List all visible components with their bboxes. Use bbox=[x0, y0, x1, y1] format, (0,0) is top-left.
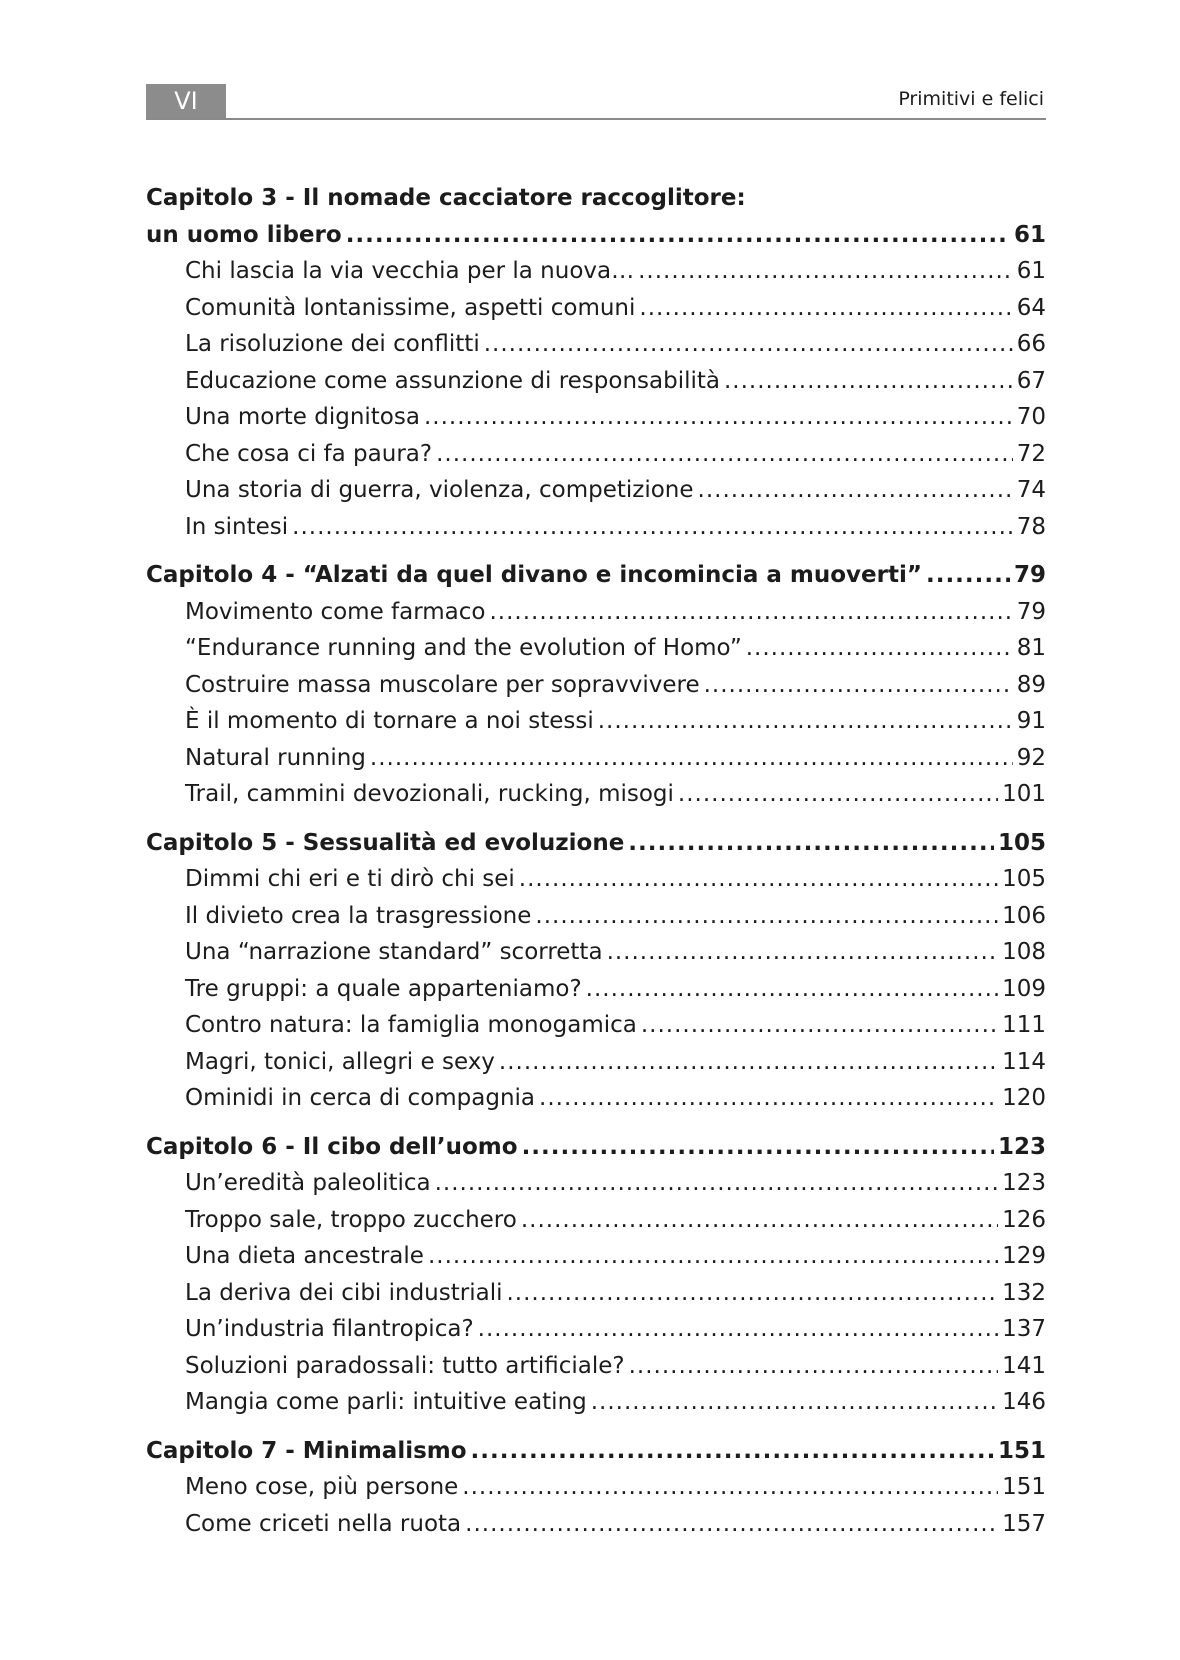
dot-leader bbox=[462, 1474, 998, 1500]
section-entry bbox=[146, 745, 1046, 782]
dot-leader bbox=[465, 1511, 998, 1537]
section-entry bbox=[146, 599, 1046, 636]
page-header bbox=[146, 84, 1046, 120]
section-entry bbox=[146, 1049, 1046, 1086]
dot-leader bbox=[926, 562, 1010, 588]
section-entry bbox=[146, 514, 1046, 551]
section-page: 132 bbox=[1002, 1279, 1046, 1306]
chapter-title: Capitolo 6 - Il cibo dell’uomo bbox=[146, 1133, 518, 1160]
section-title: Tre gruppi: a quale apparteniamo? bbox=[185, 975, 582, 1002]
toc-chapter bbox=[146, 185, 1046, 550]
dot-leader bbox=[292, 514, 1013, 540]
section-title: È il momento di tornare a noi stessi bbox=[185, 708, 594, 734]
section-title: Ominidi in cerca di compagnia bbox=[185, 1085, 536, 1111]
dot-leader bbox=[499, 1049, 998, 1075]
section-entry bbox=[146, 939, 1046, 976]
chapter-page: 105 bbox=[997, 829, 1046, 856]
chapter-title: Capitolo 7 - Minimalismo bbox=[146, 1437, 467, 1464]
chapter-entry bbox=[146, 1134, 1046, 1171]
section-page: 70 bbox=[1016, 404, 1046, 430]
section-entry bbox=[146, 708, 1046, 745]
section-page: 151 bbox=[1002, 1474, 1046, 1500]
section-title: Un’eredità paleolitica bbox=[185, 1170, 431, 1196]
section-title: Costruire massa muscolare per sopravvivere bbox=[185, 671, 700, 698]
section-page: 61 bbox=[1016, 258, 1046, 284]
chapter-page: 151 bbox=[997, 1437, 1046, 1464]
section-entry bbox=[146, 1316, 1046, 1353]
toc-chapter bbox=[146, 830, 1046, 1122]
dot-leader bbox=[698, 477, 1013, 503]
section-page: 114 bbox=[1002, 1048, 1046, 1075]
section-entry bbox=[146, 1207, 1046, 1244]
chapter-entry bbox=[146, 1438, 1046, 1475]
section-title: Un’industria filantropica? bbox=[185, 1316, 474, 1342]
dot-leader bbox=[629, 1353, 998, 1379]
dot-leader bbox=[724, 368, 1013, 394]
dot-leader bbox=[598, 708, 1013, 734]
dot-leader bbox=[507, 1280, 999, 1306]
page-number: VI bbox=[146, 84, 226, 118]
running-head: Primitivi e felici bbox=[898, 88, 1044, 110]
section-title: Una “narrazione standard” scorretta bbox=[185, 939, 603, 965]
section-title: Che cosa ci fa paura? bbox=[185, 440, 433, 467]
dot-leader bbox=[436, 441, 1013, 467]
section-page: 101 bbox=[1002, 781, 1046, 807]
section-title: Movimento come farmaco bbox=[185, 598, 486, 625]
section-page: 137 bbox=[1002, 1316, 1046, 1342]
chapter-page: 79 bbox=[1013, 562, 1046, 588]
section-entry bbox=[146, 477, 1046, 514]
section-entry bbox=[146, 441, 1046, 478]
dot-leader bbox=[704, 672, 1013, 698]
section-page: 105 bbox=[1002, 866, 1046, 892]
chapter-title: Capitolo 4 - “Alzati da quel divano e incomincia a muoverti” bbox=[146, 562, 922, 588]
section-entry bbox=[146, 1243, 1046, 1280]
section-entry bbox=[146, 331, 1046, 368]
chapter-title: un uomo libero bbox=[146, 221, 342, 248]
section-page: 66 bbox=[1016, 331, 1046, 357]
section-entry bbox=[146, 1085, 1046, 1122]
section-page: 89 bbox=[1016, 671, 1046, 698]
section-entry bbox=[146, 1012, 1046, 1049]
section-page: 109 bbox=[1002, 975, 1046, 1002]
section-entry bbox=[146, 258, 1046, 295]
section-page: 79 bbox=[1016, 598, 1046, 625]
section-title: Il divieto crea la trasgressione bbox=[185, 902, 532, 929]
section-title: Chi lascia la via vecchia per la nuova… bbox=[185, 258, 635, 284]
section-page: 108 bbox=[1002, 939, 1046, 965]
section-page: 111 bbox=[1002, 1012, 1046, 1038]
dot-leader bbox=[346, 222, 1010, 248]
section-title: Natural running bbox=[185, 744, 366, 771]
section-page: 146 bbox=[1002, 1389, 1046, 1415]
dot-leader bbox=[471, 1438, 994, 1464]
section-page: 91 bbox=[1016, 708, 1046, 734]
section-page: 92 bbox=[1016, 744, 1046, 771]
toc-chapter bbox=[146, 1134, 1046, 1426]
dot-leader bbox=[591, 1389, 998, 1415]
section-title: Mangia come parli: intuitive eating bbox=[185, 1389, 587, 1415]
chapter-entry bbox=[146, 830, 1046, 867]
section-entry bbox=[146, 1389, 1046, 1426]
section-title: Meno cose, più persone bbox=[185, 1474, 459, 1500]
section-title: Una morte dignitosa bbox=[185, 404, 420, 430]
section-entry bbox=[146, 781, 1046, 818]
dot-leader bbox=[428, 1243, 998, 1269]
section-title: Troppo sale, troppo zucchero bbox=[185, 1206, 517, 1233]
dot-leader bbox=[746, 635, 1013, 661]
chapter-page: 61 bbox=[1013, 221, 1046, 248]
section-title: Contro natura: la famiglia monogamica bbox=[185, 1012, 637, 1038]
dot-leader bbox=[424, 404, 1013, 430]
section-title: Una dieta ancestrale bbox=[185, 1243, 424, 1269]
section-title: Comunità lontanissime, aspetti comuni bbox=[185, 294, 636, 321]
dot-leader bbox=[535, 903, 998, 929]
section-page: 78 bbox=[1016, 513, 1046, 540]
dot-leader bbox=[519, 866, 998, 892]
section-page: 67 bbox=[1016, 367, 1046, 394]
section-entry bbox=[146, 866, 1046, 903]
section-title: Trail, cammini devozionali, rucking, misogi bbox=[185, 781, 674, 807]
section-page: 74 bbox=[1016, 477, 1046, 503]
dot-leader bbox=[484, 331, 1013, 357]
section-title: Magri, tonici, allegri e sexy bbox=[185, 1048, 495, 1075]
section-entry bbox=[146, 1170, 1046, 1207]
section-entry bbox=[146, 1280, 1046, 1317]
section-entry bbox=[146, 672, 1046, 709]
chapter-title: Capitolo 5 - Sessualità ed evoluzione bbox=[146, 829, 625, 856]
section-entry bbox=[146, 1353, 1046, 1390]
section-page: 123 bbox=[1002, 1170, 1046, 1196]
section-page: 120 bbox=[1002, 1085, 1046, 1111]
section-entry bbox=[146, 368, 1046, 405]
section-page: 64 bbox=[1016, 294, 1046, 321]
section-page: 126 bbox=[1002, 1206, 1046, 1233]
section-entry bbox=[146, 635, 1046, 672]
section-title: Soluzioni paradossali: tutto artificiale? bbox=[185, 1352, 625, 1379]
dot-leader bbox=[678, 781, 998, 807]
toc-chapter bbox=[146, 1438, 1046, 1548]
section-page: 141 bbox=[1002, 1352, 1046, 1379]
dot-leader bbox=[522, 1134, 994, 1160]
section-title: Una storia di guerra, violenza, competizione bbox=[185, 477, 694, 503]
dot-leader bbox=[638, 258, 1013, 284]
section-page: 106 bbox=[1002, 902, 1046, 929]
section-title: La risoluzione dei conflitti bbox=[185, 331, 480, 357]
section-title: La deriva dei cibi industriali bbox=[185, 1279, 503, 1306]
dot-leader bbox=[539, 1085, 998, 1111]
section-page: 72 bbox=[1016, 440, 1046, 467]
dot-leader bbox=[641, 1012, 998, 1038]
section-entry bbox=[146, 1511, 1046, 1548]
section-page: 157 bbox=[1002, 1510, 1046, 1537]
dot-leader bbox=[435, 1170, 998, 1196]
dot-leader bbox=[521, 1207, 998, 1233]
dot-leader bbox=[586, 976, 998, 1002]
toc-chapter bbox=[146, 562, 1046, 818]
section-title: Educazione come assunzione di responsabilità bbox=[185, 367, 720, 394]
chapter-page: 123 bbox=[997, 1133, 1046, 1160]
dot-leader bbox=[478, 1316, 998, 1342]
section-title: Dimmi chi eri e ti dirò chi sei bbox=[185, 866, 515, 892]
dot-leader bbox=[370, 745, 1013, 771]
section-title: “Endurance running and the evolution of Homo” bbox=[185, 635, 742, 661]
section-page: 129 bbox=[1002, 1243, 1046, 1269]
section-title: In sintesi bbox=[185, 513, 289, 540]
section-entry bbox=[146, 404, 1046, 441]
dot-leader bbox=[490, 599, 1013, 625]
section-entry bbox=[146, 1474, 1046, 1511]
table-of-contents bbox=[146, 185, 1046, 1559]
section-entry bbox=[146, 976, 1046, 1013]
section-page: 81 bbox=[1016, 635, 1046, 661]
chapter-title-line: Capitolo 3 - Il nomade cacciatore raccoglitore: bbox=[146, 185, 746, 211]
chapter-entry bbox=[146, 562, 1046, 599]
dot-leader bbox=[628, 830, 994, 856]
section-entry bbox=[146, 295, 1046, 332]
dot-leader bbox=[607, 939, 999, 965]
section-title: Come criceti nella ruota bbox=[185, 1510, 462, 1537]
section-entry bbox=[146, 903, 1046, 940]
chapter-entry bbox=[146, 222, 1046, 259]
dot-leader bbox=[639, 295, 1012, 321]
